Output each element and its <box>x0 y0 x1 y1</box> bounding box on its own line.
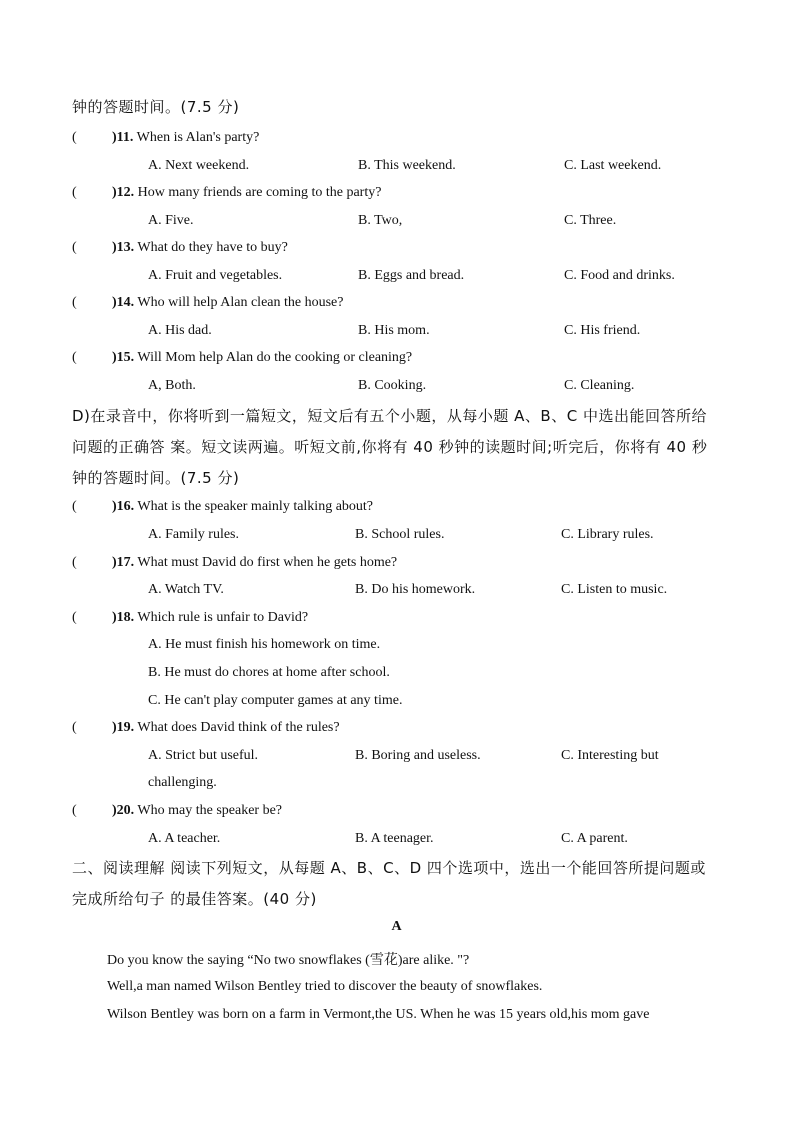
option-c: C. Listen to music. <box>561 582 668 597</box>
option-a: A. Family rules. <box>148 527 239 542</box>
answer-bracket: ( <box>72 185 77 200</box>
option-a: A. Next weekend. <box>148 158 250 173</box>
answer-bracket: ( <box>72 720 77 735</box>
passage-paragraph-1: Do you know the saying “No two snowflakes (雪花)are alike. "? <box>107 953 470 968</box>
question-number: )12. <box>112 185 135 200</box>
question-18 <box>72 610 308 626</box>
question-number: )11. <box>112 130 134 145</box>
option-c: C. Interesting but <box>561 748 659 763</box>
option-b: B. Do his homework. <box>355 582 476 597</box>
question-text: Who may the speaker be? <box>137 803 283 818</box>
question-text: Will Mom help Alan do the cooking or cleaning? <box>137 350 413 365</box>
question-number: )17. <box>112 555 135 570</box>
option-c: C. Last weekend. <box>564 158 662 173</box>
section-d-instruction-line2: 问题的正确答 案。短文读两遍。听短文前,你将有 40 秒钟的读题时间;听完后，你将有 40 秒 <box>72 438 708 456</box>
option-a: A. He must finish his homework on time. <box>148 637 381 652</box>
question-16 <box>72 499 373 515</box>
answer-bracket: ( <box>72 610 77 625</box>
question-number: )18. <box>112 610 135 625</box>
section-d-instruction-line3: 钟的答题时间。(7.5 分) <box>72 469 240 487</box>
question-17 <box>72 555 397 571</box>
option-b: B. He must do chores at home after school. <box>148 665 390 680</box>
answer-bracket: ( <box>72 295 77 310</box>
option-b: B. This weekend. <box>358 158 456 173</box>
question-text: When is Alan's party? <box>136 130 260 145</box>
passage-paragraph-2: Well,a man named Wilson Bentley tried to discover the beauty of snowflakes. <box>107 979 543 994</box>
option-a: A. Fruit and vegetables. <box>148 268 283 283</box>
answer-bracket: ( <box>72 240 77 255</box>
question-number: )19. <box>112 720 135 735</box>
option-c: C. Three. <box>564 213 617 228</box>
option-b: B. A teenager. <box>355 831 434 846</box>
option-c: C. He can't play computer games at any time. <box>148 693 403 708</box>
question-11 <box>72 130 259 146</box>
question-number: )14. <box>112 295 135 310</box>
answer-bracket: ( <box>72 350 77 365</box>
question-text: Which rule is unfair to David? <box>137 610 309 625</box>
option-b: B. His mom. <box>358 323 430 338</box>
question-13 <box>72 240 288 256</box>
option-a: A. Strict but useful. <box>148 748 259 763</box>
option-a: A. A teacher. <box>148 831 221 846</box>
question-number: )15. <box>112 350 135 365</box>
option-c: C. A parent. <box>561 831 628 846</box>
section-two-instruction-line2: 完成所给句子 的最佳答案。(40 分) <box>72 890 317 908</box>
question-12 <box>72 185 381 201</box>
answer-bracket: ( <box>72 803 77 818</box>
question-19 <box>72 720 340 736</box>
option-a: A. Watch TV. <box>148 582 224 597</box>
question-text: What do they have to buy? <box>137 240 288 255</box>
section-d-instruction-line1: D)在录音中，你将听到一篇短文，短文后有五个小题，从每小题 A、B、C 中选出能回答所给 <box>72 407 707 425</box>
question-text: What does David think of the rules? <box>137 720 340 735</box>
passage-paragraph-3: Wilson Bentley was born on a farm in Vermont,the US. When he was 15 years old,his mom gave <box>107 1007 650 1022</box>
question-number: )13. <box>112 240 135 255</box>
question-14 <box>72 295 343 311</box>
option-c: C. His friend. <box>564 323 641 338</box>
question-text: Who will help Alan clean the house? <box>137 295 344 310</box>
section-two-instruction-line1: 二、阅读理解 阅读下列短文，从每题 A、B、C、D 四个选项中，选出一个能回答所提问题或 <box>72 859 706 877</box>
question-number: )20. <box>112 803 135 818</box>
option-c: C. Food and drinks. <box>564 268 675 283</box>
option-a: A. Five. <box>148 213 194 228</box>
option-b: B. Cooking. <box>358 378 427 393</box>
question-text: What is the speaker mainly talking about? <box>137 499 374 514</box>
option-b: B. Two, <box>358 213 403 228</box>
question-number: )16. <box>112 499 135 514</box>
question-text: What must David do first when he gets home? <box>137 555 398 570</box>
option-c-continuation: challenging. <box>148 775 217 790</box>
question-20 <box>72 803 282 819</box>
answer-bracket: ( <box>72 555 77 570</box>
answer-bracket: ( <box>72 499 77 514</box>
answer-bracket: ( <box>72 130 77 145</box>
question-text: How many friends are coming to the party? <box>137 185 382 200</box>
option-a: A, Both. <box>148 378 196 393</box>
option-c: C. Library rules. <box>561 527 654 542</box>
option-b: B. Boring and useless. <box>355 748 481 763</box>
option-a: A. His dad. <box>148 323 212 338</box>
intro-continuation: 钟的答题时间。(7.5 分) <box>72 98 240 116</box>
question-15 <box>72 350 412 366</box>
option-b: B. School rules. <box>355 527 445 542</box>
passage-heading: A <box>391 919 402 934</box>
option-b: B. Eggs and bread. <box>358 268 465 283</box>
option-c: C. Cleaning. <box>564 378 635 393</box>
